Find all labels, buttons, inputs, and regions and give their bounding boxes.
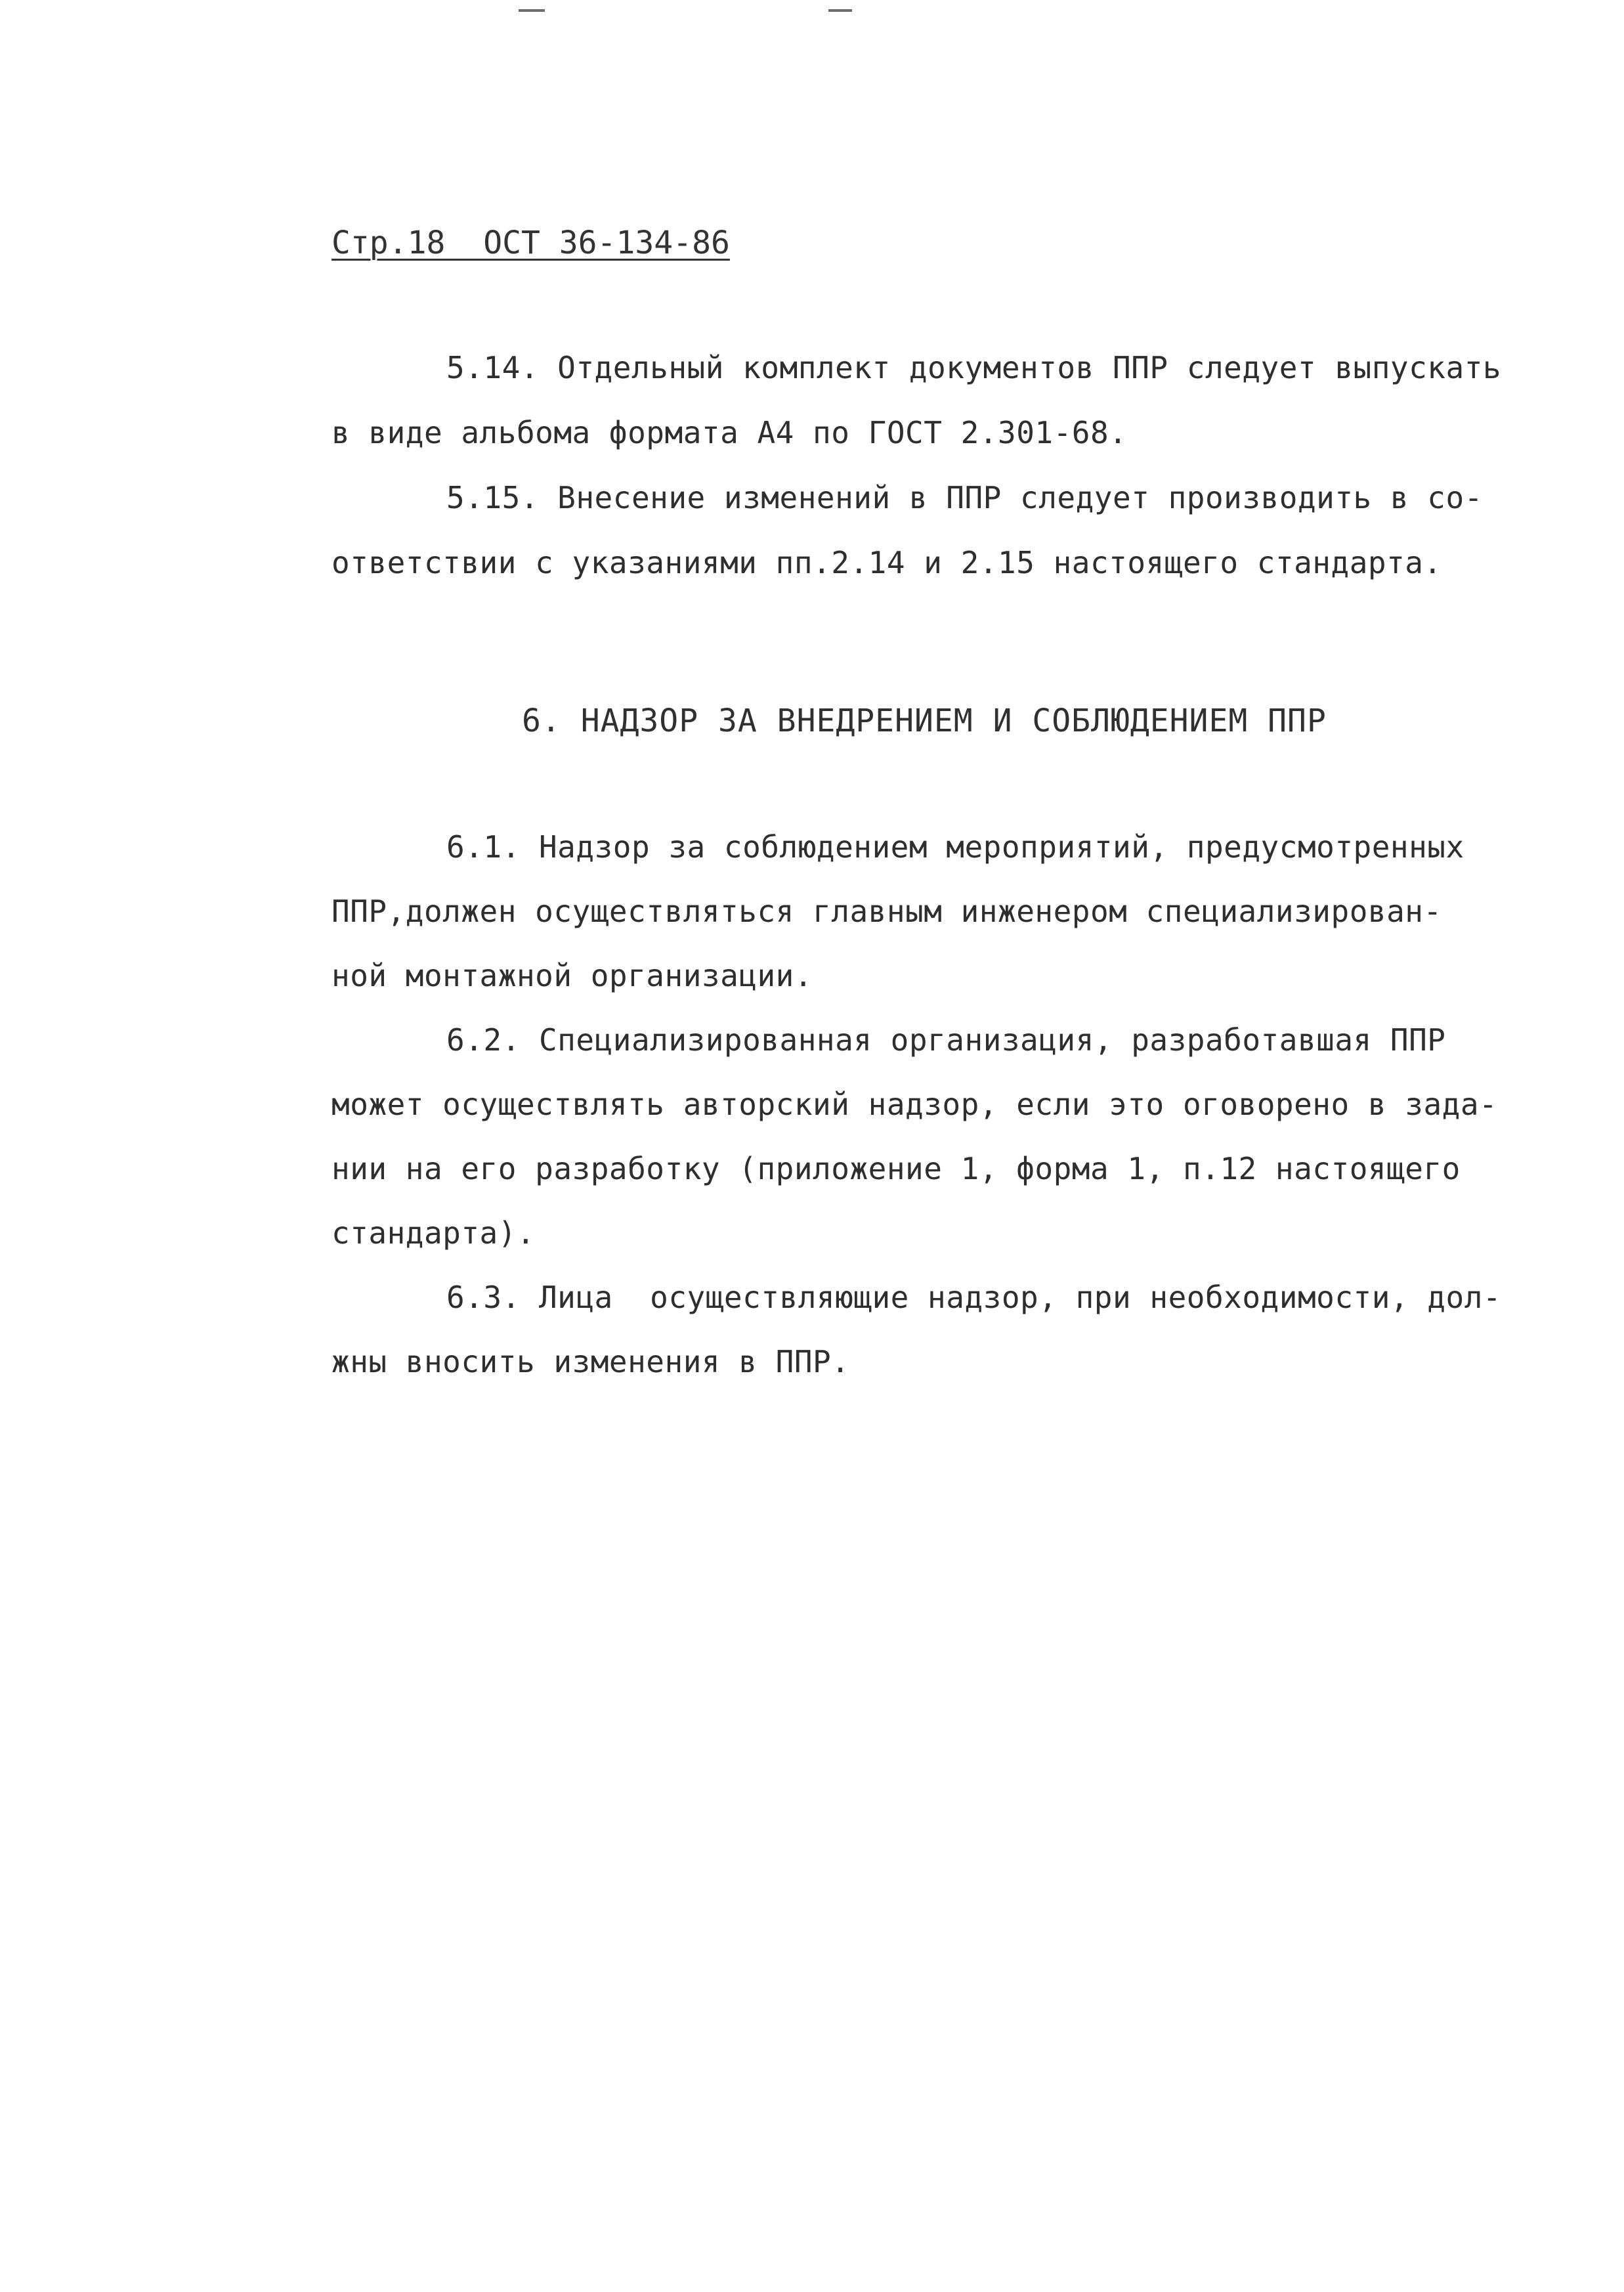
section-title: 6. НАДЗОР ЗА ВНЕДРЕНИЕМ И СОБЛЮДЕНИЕМ ППР xyxy=(522,703,1327,739)
scan-mark-right xyxy=(828,9,852,12)
paragraph-line: может осуществлять авторский надзор, если это оговорено в зада- xyxy=(331,1087,1498,1122)
paragraph-line: 5.15. Внесение изменений в ППР следует производить в со- xyxy=(446,480,1483,515)
paragraph-line: ной монтажной организации. xyxy=(331,958,813,993)
paragraph-line: 6.2. Специализированная организация, разработавшая ППР xyxy=(446,1022,1446,1058)
paragraph-line: нии на его разработку (приложение 1, форма 1, п.12 настоящего xyxy=(331,1151,1461,1186)
paragraph-line: ППР,должен осуществляться главным инженером специализирован- xyxy=(331,894,1442,929)
paragraph-line: 6.1. Надзор за соблюдением мероприятий, предусмотренных xyxy=(446,829,1464,865)
paragraph-line: 6.3. Лица осуществляющие надзор, при необходимости, дол- xyxy=(446,1280,1502,1315)
paragraph-line: жны вносить изменения в ППР. xyxy=(331,1344,850,1379)
paragraph-line: ответствии с указаниями пп.2.14 и 2.15 настоящего стандарта. xyxy=(331,545,1442,580)
paragraph-line: 5.14. Отдельный комплект документов ППР следует выпускать xyxy=(446,350,1502,385)
scan-mark-left xyxy=(519,9,545,12)
paragraph-line: стандарта). xyxy=(331,1215,536,1251)
paragraph-line: в виде альбома формата А4 по ГОСТ 2.301-68. xyxy=(331,415,1128,450)
page-header: Стр.18 ОСТ 36-134-86 xyxy=(331,225,730,261)
